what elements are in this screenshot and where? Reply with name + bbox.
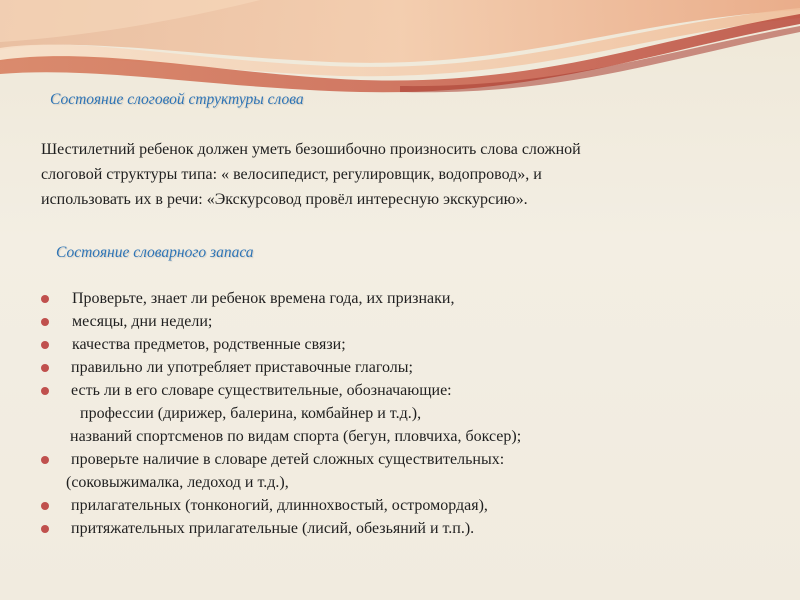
list-item: правильно ли употребляет приставочные глаголы;	[0, 356, 800, 379]
list-item: проверьте наличие в словаре детей сложных существительных:	[0, 448, 800, 471]
list-item-continuation: (соковыжималка, ледоход и т.д.),	[66, 474, 289, 491]
list-item-continuation: профессии (дирижер, балерина, комбайнер и т.д.),	[80, 405, 422, 422]
list-item: месяцы, дни недели;	[0, 310, 800, 333]
section-heading-vocabulary: Состояние словарного запаса	[56, 244, 254, 261]
paragraph-line: слоговой структуры типа: « велосипедист, регулировщик, водопровод», и	[41, 166, 542, 183]
list-item: есть ли в его словаре существительные, обозначающие:	[0, 379, 800, 402]
bullet-dot-icon	[41, 387, 49, 395]
bullet-dot-icon	[41, 456, 49, 464]
bullet-dot-icon	[41, 341, 49, 349]
bullet-dot-icon	[41, 525, 49, 533]
list-item-continuation: названий спортсменов по видам спорта (бегун, пловчиха, боксер);	[70, 428, 522, 445]
bullet-dot-icon	[41, 318, 49, 326]
list-item: прилагательных (тонконогий, длиннохвостый, остромордая),	[0, 494, 800, 517]
syllable-structure-paragraph	[41, 137, 741, 212]
bullet-dot-icon	[41, 295, 49, 303]
bullet-dot-icon	[41, 502, 49, 510]
list-item: притяжательных прилагательные (лисий, обезьяний и т.п.).	[0, 517, 800, 540]
bullet-dot-icon	[41, 364, 49, 372]
list-item: Проверьте, знает ли ребенок времена года, их признаки,	[0, 287, 800, 310]
list-item: качества предметов, родственные связи;	[0, 333, 800, 356]
section-heading-syllable-structure: Состояние слоговой структуры слова	[50, 91, 304, 108]
paragraph-line: Шестилетний ребенок должен уметь безошибочно произносить слова сложной	[41, 141, 581, 158]
paragraph-line: использовать их в речи: «Экскурсовод провёл интересную экскурсию».	[41, 191, 528, 208]
